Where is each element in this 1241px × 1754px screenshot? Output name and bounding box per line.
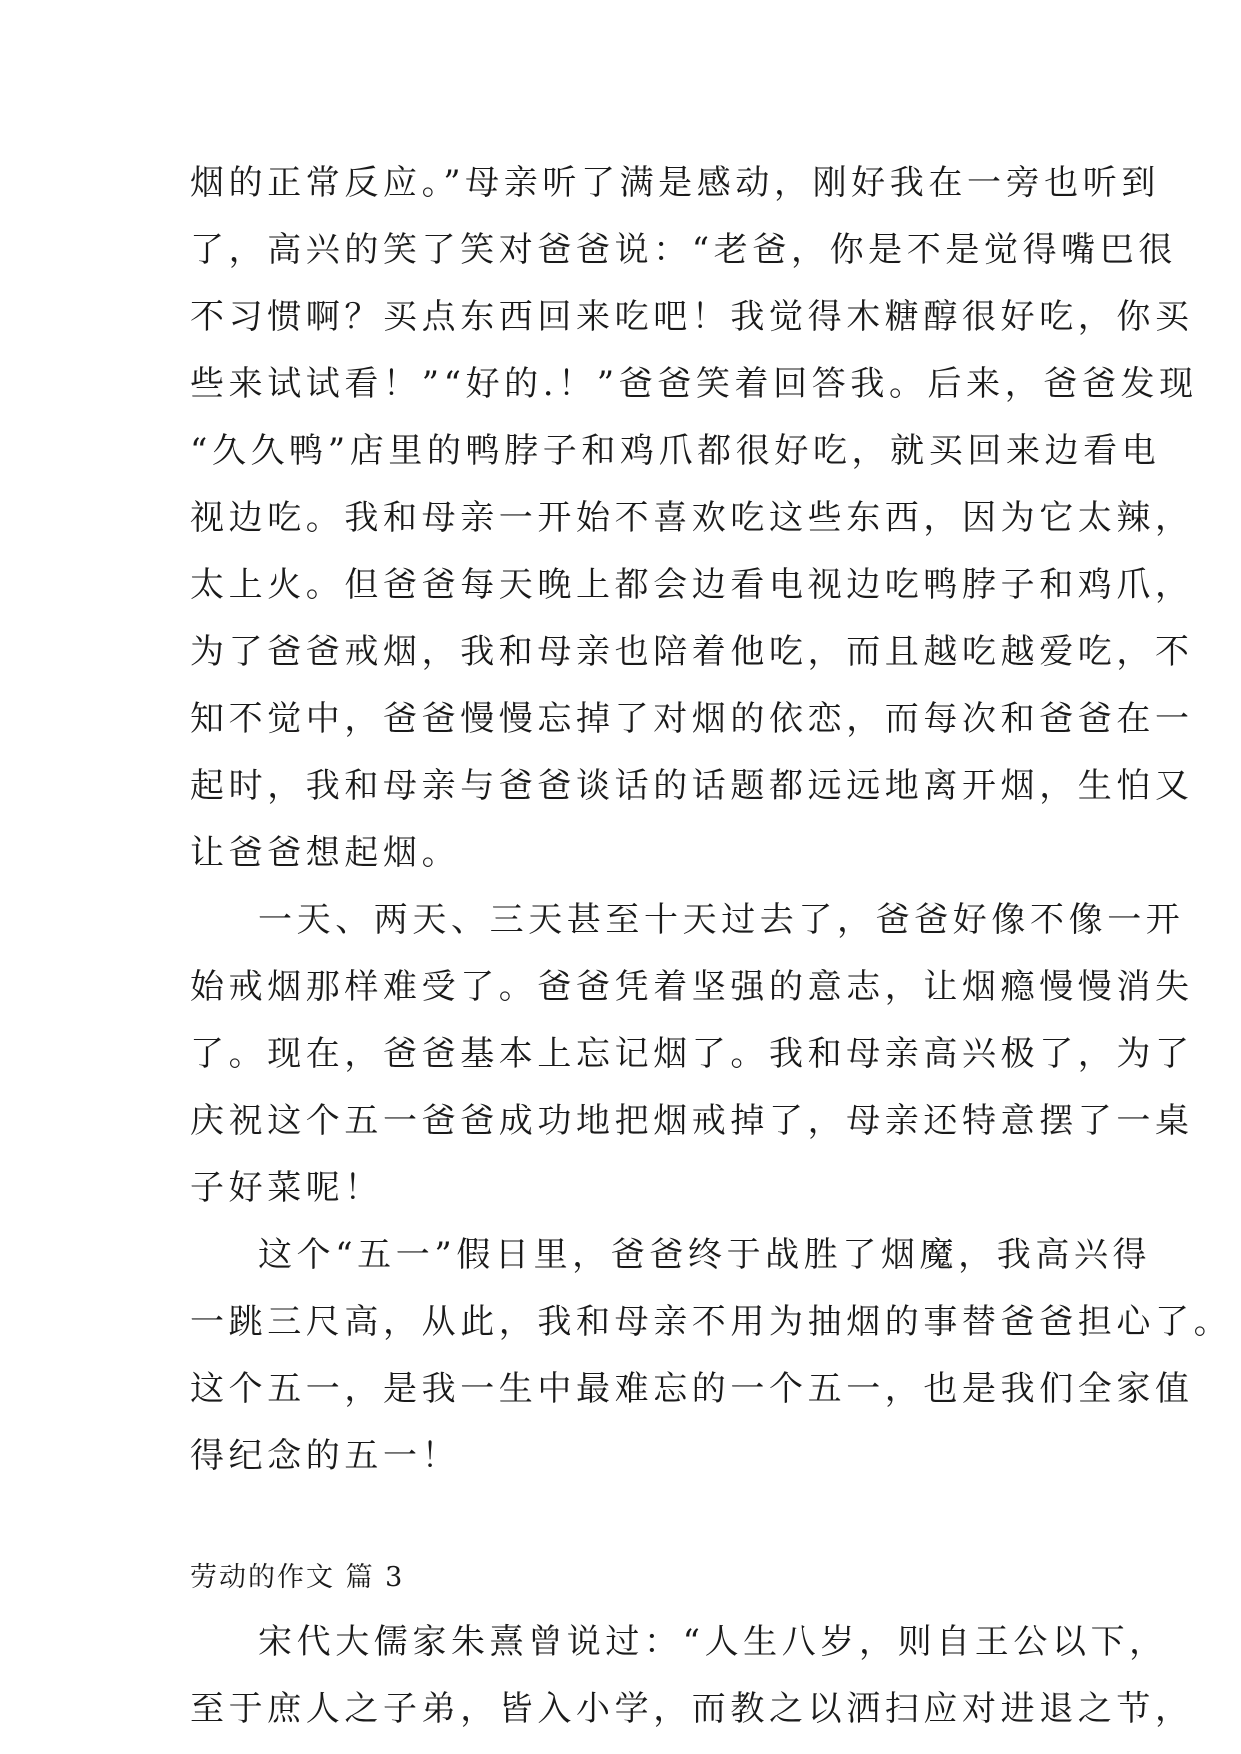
paragraph-line: 太上火。但爸爸每天晚上都会边看电视边吃鸭脖子和鸡爪， xyxy=(190,565,1194,605)
paragraph-line: 一天、两天、三天甚至十天过去了，爸爸好像不像一开 xyxy=(258,900,1185,940)
paragraph-line: 让爸爸想起烟。 xyxy=(190,833,461,873)
paragraph-line: 了。现在，爸爸基本上忘记烟了。我和母亲高兴极了，为了 xyxy=(190,1034,1194,1074)
paragraph-line: 了，高兴的笑了笑对爸爸说：“老爸，你是不是觉得嘴巴很 xyxy=(190,230,1177,270)
paragraph-line: 这个“五一”假日里，爸爸终于战胜了烟魔，我高兴得 xyxy=(258,1235,1152,1275)
paragraph-line: 烟的正常反应。”母亲听了满是感动，刚好我在一旁也听到 xyxy=(190,163,1160,203)
paragraph-line: 起时，我和母亲与爸爸谈话的话题都远远地离开烟，生怕又 xyxy=(190,766,1194,806)
section-heading: 劳动的作文 篇 3 xyxy=(190,1562,405,1593)
paragraph-line: 庆祝这个五一爸爸成功地把烟戒掉了，母亲还特意摆了一桌 xyxy=(190,1101,1194,1141)
paragraph-line: 一跳三尺高，从此，我和母亲不用为抽烟的事替爸爸担心了。 xyxy=(190,1302,1233,1342)
paragraph-line: 视边吃。我和母亲一开始不喜欢吃这些东西，因为它太辣， xyxy=(190,498,1194,538)
paragraph-line: 得纪念的五一！ xyxy=(190,1436,461,1476)
paragraph-line: 至于庶人之子弟，皆入小学，而教之以洒扫应对进退之节， xyxy=(190,1689,1194,1729)
paragraph-line: 些来试试看！”“好的.！”爸爸笑着回答我。后来，爸爸发现 xyxy=(190,364,1198,404)
paragraph-line: 宋代大儒家朱熹曾说过：“人生八岁，则自王公以下， xyxy=(258,1622,1168,1662)
paragraph-line: 不习惯啊？买点东西回来吃吧！我觉得木糖醇很好吃，你买 xyxy=(190,297,1194,337)
paragraph-line: 为了爸爸戒烟，我和母亲也陪着他吃，而且越吃越爱吃，不 xyxy=(190,632,1194,672)
paragraph-line: 子好菜呢！ xyxy=(190,1168,383,1208)
paragraph-line: 知不觉中，爸爸慢慢忘掉了对烟的依恋，而每次和爸爸在一 xyxy=(190,699,1194,739)
paragraph-line: “久久鸭”店里的鸭脖子和鸡爪都很好吃，就买回来边看电 xyxy=(190,431,1161,471)
paragraph-line: 始戒烟那样难受了。爸爸凭着坚强的意志，让烟瘾慢慢消失 xyxy=(190,967,1194,1007)
paragraph-line: 这个五一，是我一生中最难忘的一个五一，也是我们全家值 xyxy=(190,1369,1194,1409)
